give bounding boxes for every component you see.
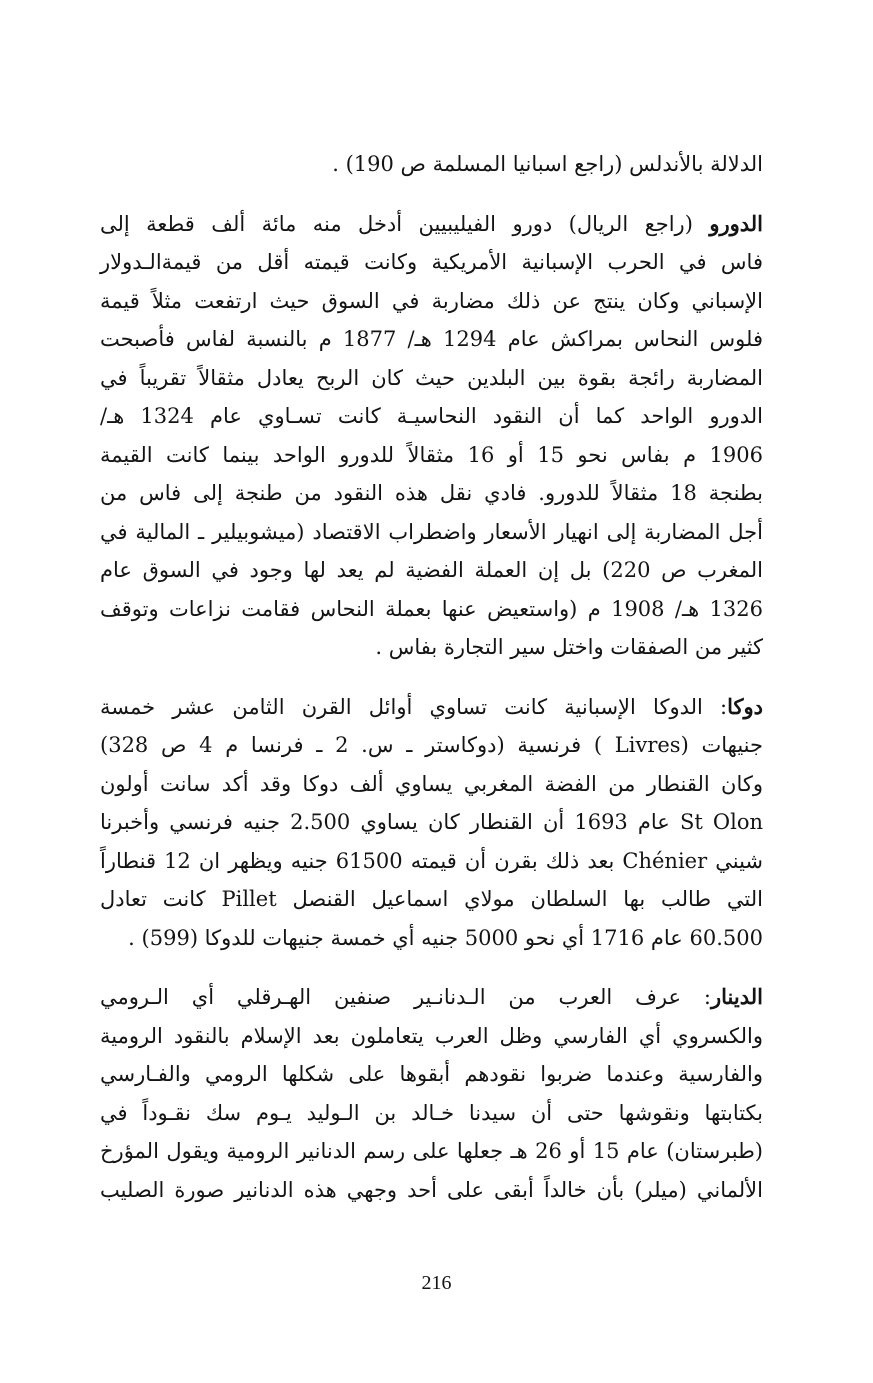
- text-line: كثير من الصفقات واختل سير التجارة بفاس .: [375, 635, 763, 659]
- text-line: الألماني (ميلر) بأن خالداً أبقى على أحد وجهي هذه الدنانير صورة الصليب: [100, 1177, 763, 1202]
- text-line: التي طالب بها السلطان مولاي اسماعيل القنصل Pillet كانت تعادل: [100, 887, 763, 911]
- text-line: والكسروي أي الفارسي وظل العرب يتعاملون بعد الإسلام بالنقود الرومية: [100, 1023, 763, 1048]
- entry-term: الدورو: [709, 210, 763, 236]
- text-line: 1906 م بفاس نحو 15 أو 16 مثقالاً للدورو الواحد بينما كانت القيمة: [100, 442, 763, 467]
- page-body: [100, 145, 763, 1209]
- entry-term: الدينار: [711, 984, 763, 1009]
- page-number: 216: [421, 1272, 452, 1294]
- entry-duro: [100, 205, 763, 667]
- text-line: الدلالة بالأندلس (راجع اسبانيا المسلمة ص 190) .: [332, 152, 763, 176]
- text-line: أجل المضاربة إلى انهيار الأسعار واضطراب الاقتصاد (ميشوبيلير ـ المالية في: [100, 519, 764, 544]
- paragraph-gap: [100, 957, 763, 978]
- entry-ducat: [100, 688, 763, 958]
- text-line: St Olon عام 1693 أن القنطار كان يساوي 2.500 جنيه فرنسي وأخبرنا: [100, 810, 763, 834]
- paragraph-gap: [100, 667, 763, 688]
- paragraph-gap: [100, 184, 763, 205]
- text-line: [100, 978, 763, 1017]
- text-line: 1326 هـ/ 1908 م (واستعيض عنها بعملة النحاس فقامت نزاعات وتوقف: [100, 596, 763, 621]
- entry-text: (راجع الريال) دورو الفيليبيين أدخل منه مائة ألف قطعة إلى: [100, 211, 710, 236]
- text-line: المغرب ص 220) بل إن العملة الفضية لم يعد لها وجود في السوق عام: [100, 558, 763, 582]
- text-line: والفارسية وعندما ضربوا نقودهم أبقوها على شكلها الرومي والفـارسي: [100, 1062, 763, 1086]
- text-line: الدورو الواحد كما أن النقود النحاسيـة كانت تسـاوي عام 1324 هـ/: [100, 404, 764, 428]
- text-line: بطنجة 18 مثقالاً للدورو. فادي نقل هذه النقود من طنجة إلى فاس من: [100, 481, 763, 505]
- text-line: جنيهات (Livres ) فرنسية (دوكاستر ـ س. 2 ـ فرنسا م 4 ص 328): [100, 733, 763, 757]
- text-line: شيني Chénier بعد ذلك بقرن أن قيمته 61500 جنيه ويظهر ان 12 قنطاراً: [100, 848, 763, 873]
- entry-dinar: [100, 978, 763, 1209]
- text-line: فلوس النحاس بمراكش عام 1294 هـ/ 1877 م بالنسبة لفاس فأصبحت: [100, 327, 763, 351]
- entry-text: : عرف العرب من الـدنانـير صنفين الهـرقلي أي الـرومي: [100, 985, 712, 1009]
- text-line: [100, 688, 763, 727]
- entry-term: دوكا: [727, 693, 763, 719]
- entry-text: : الدوكا الإسبانية كانت تساوي أوائل القرن الثامن عشر خمسة: [100, 694, 728, 719]
- text-line: (طبرستان) عام 15 أو 26 هـ جعلها على رسم الدنانير الرومية ويقول المؤرخ: [100, 1139, 764, 1163]
- text-line: [100, 205, 763, 244]
- text-line: الإسباني وكان ينتج عن ذلك مضاربة في السوق حيث ارتفعت مثلاً قيمة: [100, 288, 763, 313]
- text-line: بكتابتها ونقوشها حتى أن سيدنا خـالد بن الـوليد يـوم سك نقـوداً في: [100, 1100, 763, 1125]
- text-line: المضاربة رائجة بقوة بين البلدين حيث كان الربح يعادل مثقالاً تقريباً في: [100, 365, 763, 390]
- text-line: 60.500 عام 1716 أي نحو 5000 جنيه أي خمسة جنيهات للدوكا (599) .: [128, 925, 763, 950]
- paragraph-andalus-reference: [100, 145, 763, 184]
- text-line: فاس في الحرب الإسبانية الأمريكية وكانت قيمته أقل من قيمةالـدولار: [100, 250, 763, 274]
- text-line: وكان القنطار من الفضة المغربي يساوي ألف دوكا وقد أكد سانت أولون: [100, 771, 763, 796]
